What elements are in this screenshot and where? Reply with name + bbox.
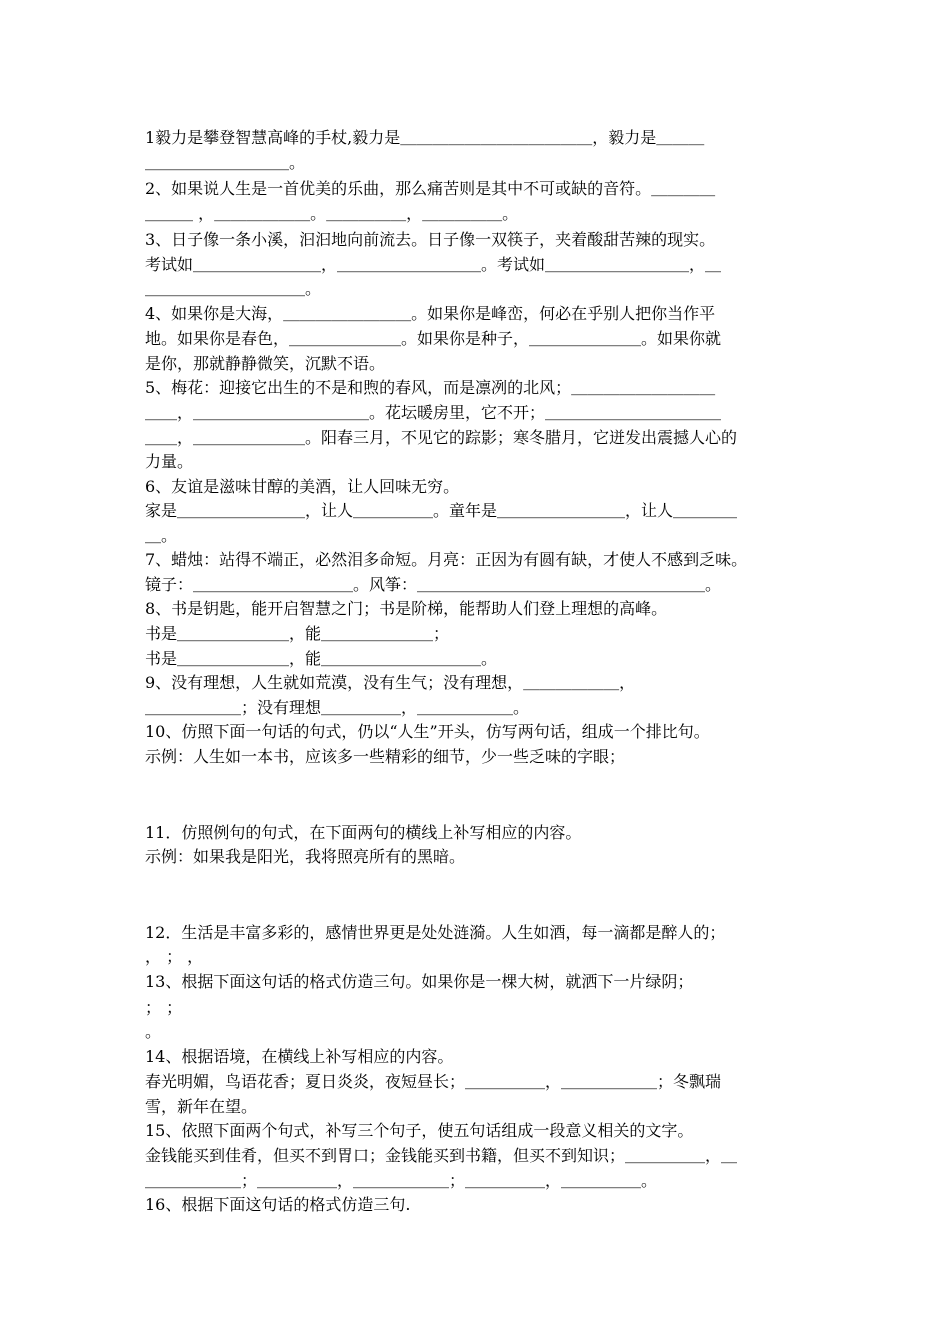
q2-line-1: 2、如果说人生是一首优美的乐曲，那么痛苦则是其中不可或缺的音符。＿＿＿＿ xyxy=(145,179,716,198)
q12-line-1: 12．生活是丰富多彩的，感情世界更是处处涟漪。人生如酒，每一滴都是醉人的； xyxy=(145,923,726,942)
q13-line-2: ； ； xyxy=(145,998,183,1017)
q6-line-1: 6、友谊是滋味甘醇的美酒，让人回味无穷。 xyxy=(145,477,460,496)
q1-line-1: 1毅力是攀登智慧高峰的手杖,毅力是＿＿＿＿＿＿＿＿＿＿＿＿，毅力是＿＿＿ xyxy=(145,128,705,147)
q8-line-2: 书是＿＿＿＿＿＿＿，能＿＿＿＿＿＿＿； xyxy=(145,624,450,643)
q15-line-2: 金钱能买到佳肴，但买不到胃口；金钱能买到书籍，但买不到知识；＿＿＿＿＿，＿ xyxy=(145,1146,738,1165)
q5-line-3: ＿＿，＿＿＿＿＿＿＿。阳春三月，不见它的踪影；寒冬腊月，它迸发出震撼人心的 xyxy=(145,428,738,447)
q13-line-3: 。 xyxy=(145,1022,162,1041)
q4-line-1: 4、如果你是大海，＿＿＿＿＿＿＿＿。如果你是峰峦，何必在乎别人把你当作平 xyxy=(145,304,716,323)
q13-line-1: 13、根据下面这句话的格式仿造三句。如果你是一棵大树，就洒下一片绿阴； xyxy=(145,972,694,991)
q9-line-1: 9、没有理想，人生就如荒漠，没有生气；没有理想，＿＿＿＿＿＿， xyxy=(145,673,636,692)
q6-line-3: ＿。 xyxy=(145,526,178,545)
q14-line-3: 雪，新年在望。 xyxy=(145,1097,258,1116)
q8-line-3: 书是＿＿＿＿＿＿＿，能＿＿＿＿＿＿＿＿＿＿。 xyxy=(145,649,498,668)
q10-example: 示例：人生如一本书，应该多一些精彩的细节，少一些乏味的字眼； xyxy=(145,747,626,766)
q5-line-4: 力量。 xyxy=(145,452,194,471)
q7-line-2: 镜子：＿＿＿＿＿＿＿＿＿＿。风筝：＿＿＿＿＿＿＿＿＿＿＿＿＿＿＿＿＿＿。 xyxy=(145,575,722,594)
q4-line-3: 是你，那就静静微笑，沉默不语。 xyxy=(145,354,386,373)
q5-line-2: ＿＿，＿＿＿＿＿＿＿＿＿＿＿。花坛暖房里，它不开；＿＿＿＿＿＿＿＿＿＿＿ xyxy=(145,403,722,422)
q4-line-2: 地。如果你是春色，＿＿＿＿＿＿＿。如果你是种子，＿＿＿＿＿＿＿。如果你就 xyxy=(145,329,722,348)
q1-line-2: ＿＿＿＿＿＿＿＿＿。 xyxy=(145,153,306,172)
q9-line-2: ＿＿＿＿＿＿；没有理想＿＿＿＿＿，＿＿＿＿＿＿。 xyxy=(145,698,530,717)
q14-line-2: 春光明媚，鸟语花香；夏日炎炎，夜短昼长；＿＿＿＿＿，＿＿＿＿＿＿；冬飘瑞 xyxy=(145,1072,722,1091)
q3-line-3: ＿＿＿＿＿＿＿＿＿＿。 xyxy=(145,279,322,298)
q5-line-1: 5、梅花：迎接它出生的不是和煦的春风，而是凛冽的北风；＿＿＿＿＿＿＿＿＿ xyxy=(145,378,716,397)
q2-line-2: ＿＿＿ ，＿＿＿＿＿＿。＿＿＿＿＿，＿＿＿＿＿。 xyxy=(145,204,519,223)
q12-line-2: ， ； ， xyxy=(145,947,204,966)
q8-line-1: 8、书是钥匙，能开启智慧之门；书是阶梯，能帮助人们登上理想的高峰。 xyxy=(145,599,668,618)
q15-line-3: ＿＿＿＿＿＿；＿＿＿＿＿，＿＿＿＿＿＿；＿＿＿＿＿，＿＿＿＿＿。 xyxy=(145,1171,658,1190)
q3-line-1: 3、日子像一条小溪，汩汩地向前流去。日子像一双筷子，夹着酸甜苦辣的现实。 xyxy=(145,230,716,249)
q11-line-1: 11．仿照例句的句式，在下面两句的横线上补写相应的内容。 xyxy=(145,823,582,842)
q16-line-1: 16、根据下面这句话的格式仿造三句. xyxy=(145,1195,411,1214)
q14-line-1: 14、根据语境，在横线上补写相应的内容。 xyxy=(145,1047,454,1066)
q3-line-2: 考试如＿＿＿＿＿＿＿＿，＿＿＿＿＿＿＿＿＿。考试如＿＿＿＿＿＿＿＿＿，＿ xyxy=(145,255,722,274)
q7-line-1: 7、蜡烛：站得不端正，必然泪多命短。月亮：正因为有圆有缺，才使人不感到乏味。 xyxy=(145,550,748,569)
q6-line-2: 家是＿＿＿＿＿＿＿＿，让人＿＿＿＿＿。童年是＿＿＿＿＿＿＿＿，让人＿＿＿＿ xyxy=(145,501,738,520)
q11-example: 示例：如果我是阳光，我将照亮所有的黑暗。 xyxy=(145,847,466,866)
q10-line-1: 10、仿照下面一句话的句式，仍以“人生”开头，仿写两句话，组成一个排比句。 xyxy=(145,722,710,741)
q15-line-1: 15、依照下面两个句式，补写三个句子，使五句话组成一段意义相关的文字。 xyxy=(145,1121,694,1140)
